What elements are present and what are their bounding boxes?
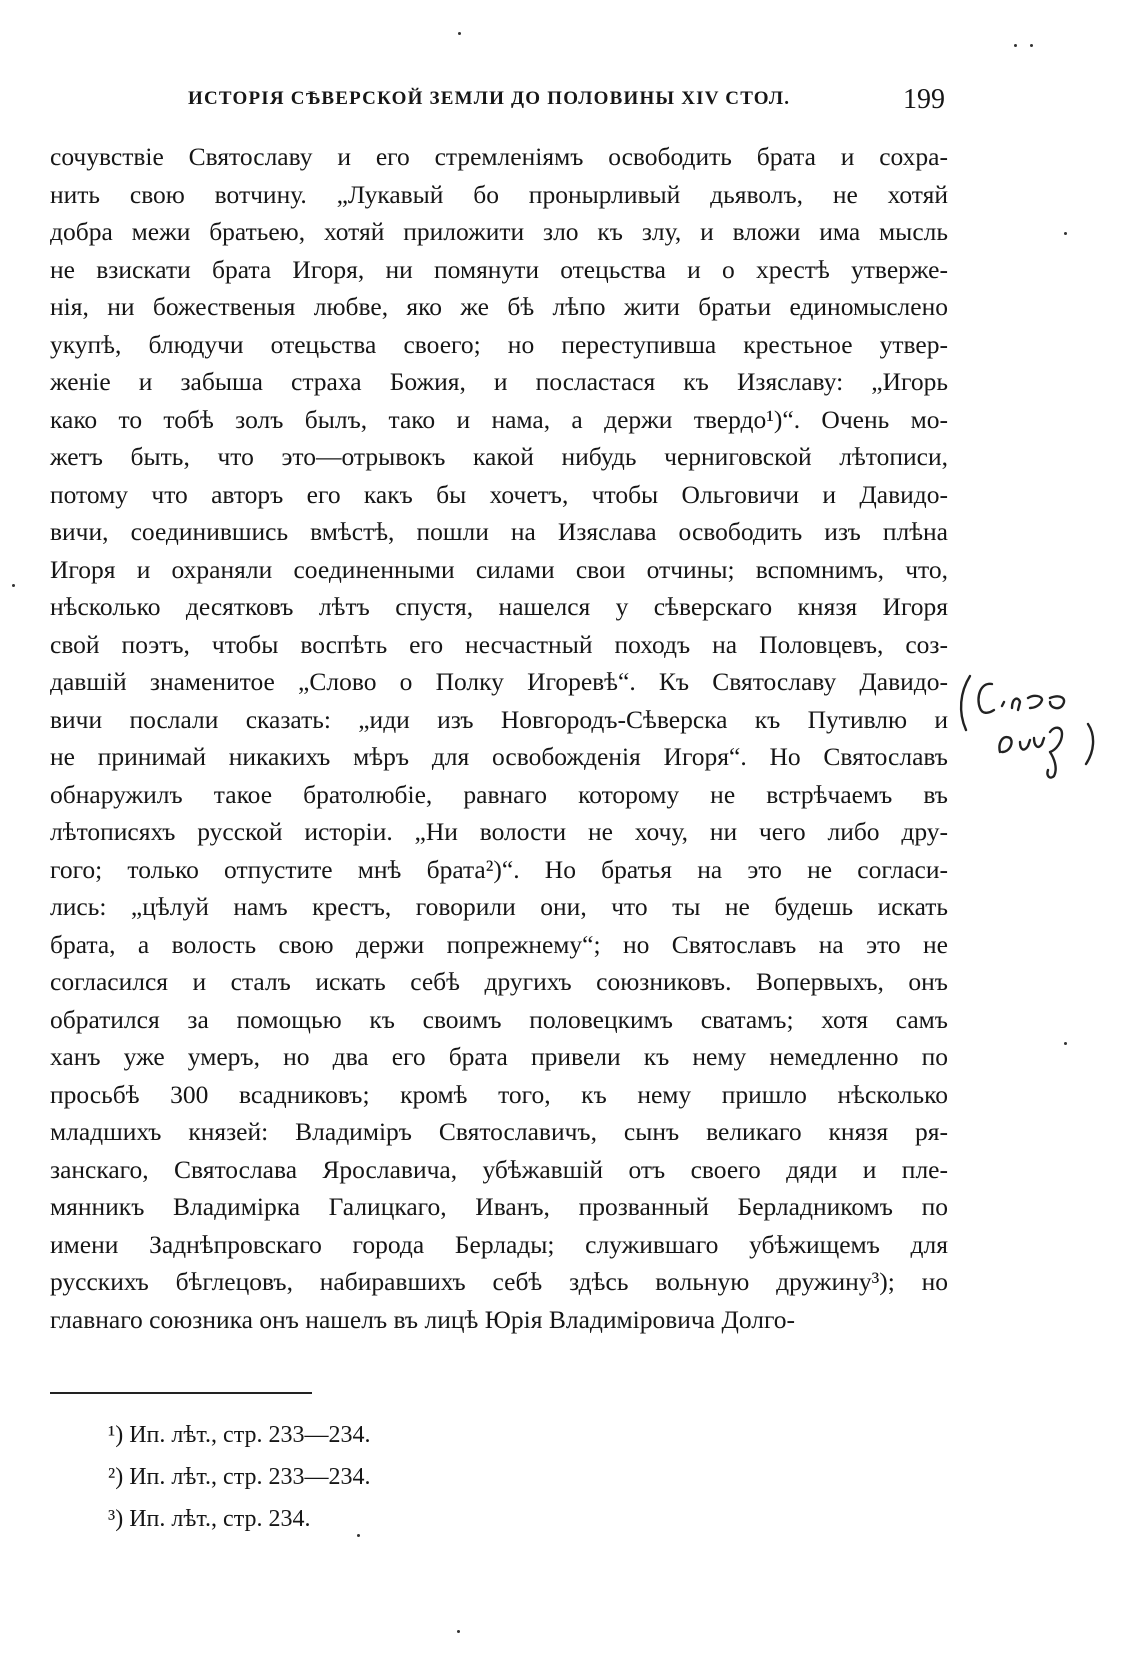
speck <box>457 1630 460 1633</box>
text-line: нія, ни божественыя любве, яко же бѣ лѣпо жити братьи единомыслено <box>50 292 948 321</box>
footnote-text: Ип. лѣт., стр. 234. <box>129 1506 311 1532</box>
text-line: главнаго союзника онъ нашелъ въ лицѣ Юрія Владиміровича Долго- <box>50 1304 796 1334</box>
speck <box>1064 232 1067 235</box>
text-line: лѣтописяхъ русской исторіи. „Ни волости не хочу, ни чего либо дру- <box>50 817 948 846</box>
text-line: свой поэтъ, чтобы воспѣть его несчастный походъ на Половцевъ, соз- <box>50 629 948 659</box>
footnote-mark: ³) <box>108 1506 124 1532</box>
speck <box>458 32 461 35</box>
running-title: ИСТОРІЯ СѢВЕРСКОЙ ЗЕМЛИ ДО ПОЛОВИНЫ XIV СТОЛ. <box>188 88 791 109</box>
letter-c-stroke <box>979 684 995 713</box>
open-paren-stroke <box>961 676 970 730</box>
text-line: мянникъ Владимірка Галицкаго, Иванъ, прозванный Берладникомъ по <box>50 1192 948 1221</box>
speck <box>357 1534 360 1537</box>
footnote <box>108 1414 371 1456</box>
text-line: давшій знаменитое „Слово о Полку Игоревѣ“. Къ Святославу Давидо- <box>50 667 948 696</box>
handwritten-margin-note <box>958 672 1108 782</box>
text-line: жетъ быть, что это—отрывокъ какой нибудь черниговской лѣтописи, <box>50 442 948 471</box>
text-line: не принимай никакихъ мѣръ для освобожденія Игоря“. Но Святославъ <box>50 742 948 771</box>
text-line: просьбѣ 300 всадниковъ; кромѣ того, къ нему пришло нѣсколько <box>50 1079 948 1109</box>
text-line: имени Заднѣпровскаго города Берлады; служившаго убѣжищемъ для <box>50 1229 948 1259</box>
footnote <box>108 1498 371 1540</box>
text-line: вичи, соединившись вмѣстѣ, пошли на Изяслава освободить изъ плѣна <box>50 517 948 546</box>
footnote-text: Ип. лѣт., стр. 233—234. <box>129 1464 371 1490</box>
footnote-text: Ип. лѣт., стр. 233—234. <box>129 1422 371 1448</box>
footnote-mark: ¹) <box>108 1422 124 1448</box>
text-line: како то тобѣ золъ былъ, тако и нама, а держи твердо¹)“. Очень мо- <box>50 404 948 434</box>
text-line: брата, а волость свою держи попрежнему“; но Святославъ на это не <box>50 929 948 959</box>
text-line: нѣсколько десятковъ лѣтъ спустя, нашелся у сѣверскаго князя Игоря <box>50 592 948 621</box>
footnotes <box>108 1414 371 1540</box>
letters-lovo-stroke <box>1002 696 1064 710</box>
text-line: нить свою вотчину. „Лукавый бо пронырливый дьяволъ, не хотяй <box>50 179 948 209</box>
speck <box>1030 44 1033 47</box>
main-text <box>50 138 948 1338</box>
text-line: согласился и сталъ искать себѣ другихъ союзниковъ. Вопервыхъ, онъ <box>50 967 948 996</box>
text-line: потому что авторъ его какъ бы хочетъ, чтобы Ольговичи и Давидо- <box>50 479 948 509</box>
text-line: укупѣ, блюдучи отецьства своего; но переступивша крестьное утвер- <box>50 329 948 359</box>
footnote-separator <box>50 1392 312 1394</box>
text-line: не взискати брата Игоря, ни помянути отецьства и о хрестѣ утверже- <box>50 254 948 284</box>
text-line: вичи послали сказать: „иди изъ Новгородъ-Сѣверска къ Путивлю и <box>50 704 948 734</box>
text-line: лись: „цѣлуй намъ крестъ, говорили они, что ты не будешь искать <box>50 892 948 921</box>
handwriting-strokes <box>958 672 1108 782</box>
text-line: сочувствіе Святославу и его стремленіямъ освободить брата и сохра- <box>50 142 948 171</box>
text-line: младшихъ князей: Владиміръ Святославичъ, сынъ великаго князя ря- <box>50 1117 948 1146</box>
text-line: добра межи братьею, хотяй приложити зло къ злу, и вложи има мысль <box>50 217 948 246</box>
text-line: гого; только отпустите мнѣ брата²)“. Но братья на это не согласи- <box>50 854 948 884</box>
text-line: русскихъ бѣглецовъ, набиравшихъ себѣ здѣсь вольную дружину³); но <box>50 1267 948 1296</box>
speck <box>1064 1042 1067 1045</box>
running-header <box>170 84 945 122</box>
footnote-mark: ²) <box>108 1464 124 1490</box>
text-line: обратился за помощью къ своимъ половецкимъ сватамъ; хотя самъ <box>50 1004 948 1034</box>
text-line: Игоря и охраняли соединенными силами свои отчины; вспомнимъ, что, <box>50 554 948 584</box>
page-number: 199 <box>903 84 945 115</box>
text-line: женіе и забыша страха Божия, и посластася къ Изяславу: „Игорь <box>50 367 948 396</box>
text-line: ханъ уже умеръ, но два его брата привели къ нему немедленно по <box>50 1042 948 1071</box>
close-paren-stroke <box>1086 724 1093 764</box>
letters-byt-stroke <box>999 728 1062 778</box>
text-line: занскаго, Святослава Ярославича, убѣжавшій отъ своего дяди и пле- <box>50 1154 948 1184</box>
speck <box>12 584 15 587</box>
speck <box>1014 44 1017 47</box>
footnote <box>108 1456 371 1498</box>
text-line: обнаружилъ такое братолюбіе, равнаго которому не встрѣчаемъ въ <box>50 779 948 809</box>
